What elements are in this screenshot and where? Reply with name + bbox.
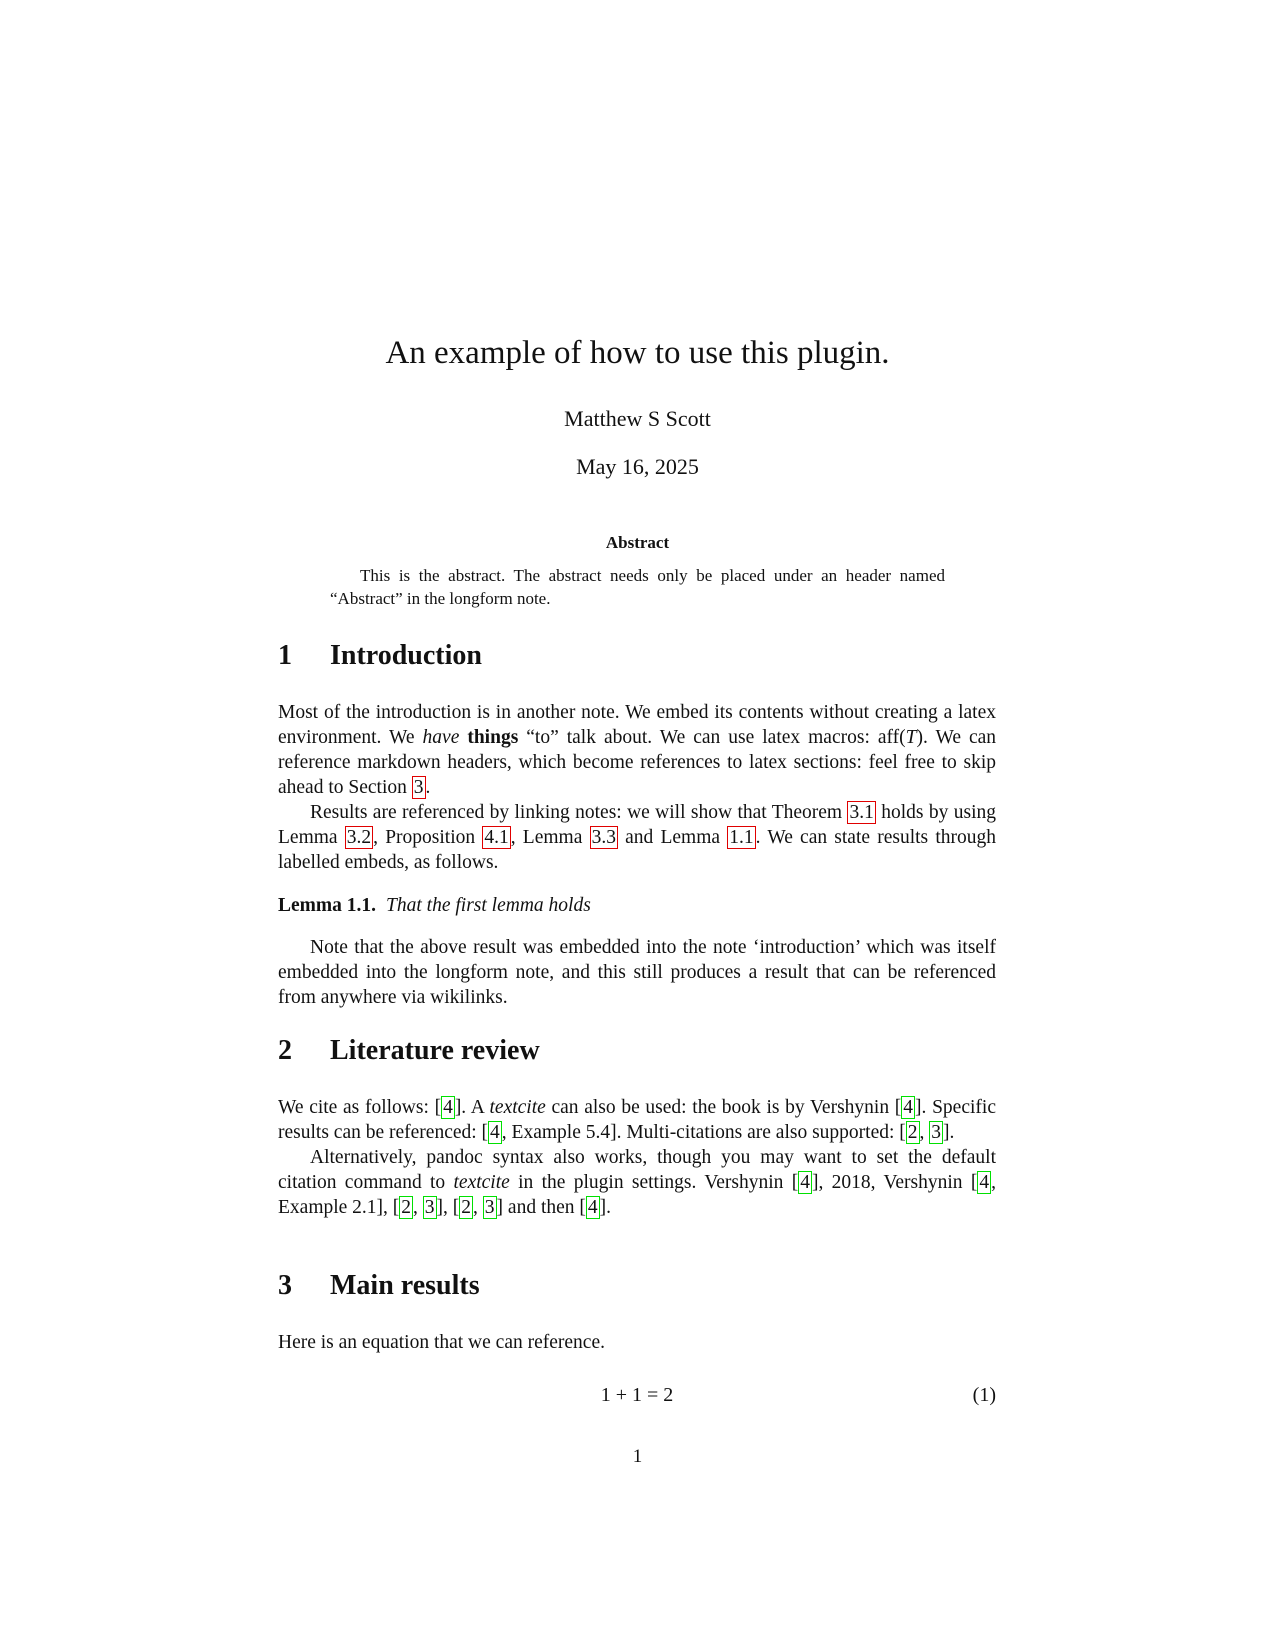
citation-link[interactable]: 3 <box>484 1197 495 1218</box>
text-run: “to” talk about. We can use latex macros: aff( <box>518 727 906 748</box>
text-run: holds by using Lemma <box>278 802 996 848</box>
text-run: in the plugin settings. Vershynin [ <box>509 1172 799 1193</box>
citation-link[interactable]: 4 <box>587 1197 598 1218</box>
citation-link[interactable]: 2 <box>907 1122 918 1143</box>
text-run: ]. <box>599 1197 612 1218</box>
author-name: Matthew S Scott <box>564 406 711 431</box>
text-run: ). We can reference markdown headers, which become references to latex sections: feel free to skip ahead to Section <box>278 727 997 798</box>
paragraph <box>278 1095 996 1145</box>
text-run: ], [ <box>436 1197 460 1218</box>
paragraph: Note that the above result was embedded into the note ‘introduction’ which was itself embedded into the longform note, and this still produces a result that can be referenced from anywhere via wikilinks. <box>278 937 996 1008</box>
lemma-text: That the first lemma holds <box>386 895 591 916</box>
theorem-reference-link[interactable]: 3.1 <box>849 802 874 823</box>
text-run: ]. A <box>454 1097 490 1118</box>
section-heading-introduction <box>278 640 998 672</box>
citation-link[interactable]: 4 <box>979 1172 990 1193</box>
citation-link[interactable]: 2 <box>401 1197 412 1218</box>
proposition-reference-link[interactable]: 4.1 <box>484 827 509 848</box>
section-title: Main results <box>330 1270 480 1301</box>
text-run: , Example 2.1], [ <box>278 1172 996 1218</box>
math-symbol: T <box>905 727 917 748</box>
citation-link[interactable]: 4 <box>903 1097 914 1118</box>
section-title: Introduction <box>330 640 482 671</box>
paragraph: Here is an equation that we can reference. <box>278 1332 605 1353</box>
text-run: ], 2018, Vershynin [ <box>811 1172 978 1193</box>
paragraph <box>278 700 996 800</box>
introduction-body-continued <box>278 935 996 1010</box>
lemma-reference-link[interactable]: 3.2 <box>346 827 372 848</box>
citation-link[interactable]: 3 <box>931 1122 942 1143</box>
text-run: Alternatively, pandoc syntax also works, though you may want to set the default citation command to <box>278 1147 996 1193</box>
section-title: Literature review <box>330 1035 540 1066</box>
text-run: , <box>473 1197 483 1218</box>
section-number: 3 <box>278 1270 292 1301</box>
citation-link[interactable]: 4 <box>490 1122 500 1143</box>
abstract-text: This is the abstract. The abstract needs only be placed under an header named “Abstract” in the longform note. <box>330 566 945 608</box>
literature-review-body <box>278 1095 996 1220</box>
section-heading-main-results <box>278 1270 998 1302</box>
main-results-body <box>278 1330 996 1355</box>
citation-link[interactable]: 4 <box>800 1172 810 1193</box>
italic-text: textcite <box>489 1097 546 1118</box>
section-reference-link[interactable]: 3 <box>413 777 424 798</box>
text-run: ]. <box>943 1122 955 1143</box>
lemma-reference-link[interactable]: 1.1 <box>729 827 754 848</box>
citation-link[interactable]: 3 <box>424 1197 435 1218</box>
paragraph <box>278 1145 996 1220</box>
text-run: ] and then [ <box>496 1197 586 1218</box>
section-number: 1 <box>278 640 292 671</box>
paragraph <box>278 800 996 875</box>
italic-text: textcite <box>453 1172 510 1193</box>
text-run: and Lemma <box>617 827 728 848</box>
text-run: , Proposition <box>373 827 483 848</box>
equation-number: (1) <box>972 1384 996 1406</box>
text-run: can also be used: the book is by Vershynin [ <box>545 1097 902 1118</box>
text-run: , <box>413 1197 423 1218</box>
citation-link[interactable]: 4 <box>443 1097 453 1118</box>
text-run: . We can state results through labelled embeds, as follows. <box>278 827 997 873</box>
introduction-body <box>278 700 996 875</box>
text-run: , Example 5.4]. Multi-citations are also supported: [ <box>501 1122 906 1143</box>
text-run: , Lemma <box>510 827 590 848</box>
text-run: We cite as follows: [ <box>278 1097 442 1118</box>
equation: 1 + 1 = 2 <box>600 1384 674 1406</box>
paper-title: An example of how to use this plugin. <box>385 335 890 371</box>
lemma-reference-link[interactable]: 3.3 <box>591 827 616 848</box>
text-run: , <box>919 1122 930 1143</box>
text-run: Most of the introduction is in another note. We embed its contents without creating a latex environment. We <box>278 702 996 748</box>
text-run: ]. Specific results can be referenced: [ <box>278 1097 996 1143</box>
text-run: Results are referenced by linking notes: we will show that Theorem <box>310 802 848 823</box>
bold-text: things <box>467 727 519 748</box>
lemma-label: Lemma 1.1. <box>278 895 377 916</box>
page-number: 1 <box>632 1446 643 1467</box>
italic-text: have <box>422 727 460 748</box>
citation-link[interactable]: 2 <box>461 1197 472 1218</box>
abstract-heading: Abstract <box>605 533 670 552</box>
lemma-statement <box>278 895 996 917</box>
section-heading-literature-review <box>278 1035 998 1067</box>
section-number: 2 <box>278 1035 292 1066</box>
paper-date: May 16, 2025 <box>576 454 699 479</box>
text-run: . <box>425 777 431 798</box>
